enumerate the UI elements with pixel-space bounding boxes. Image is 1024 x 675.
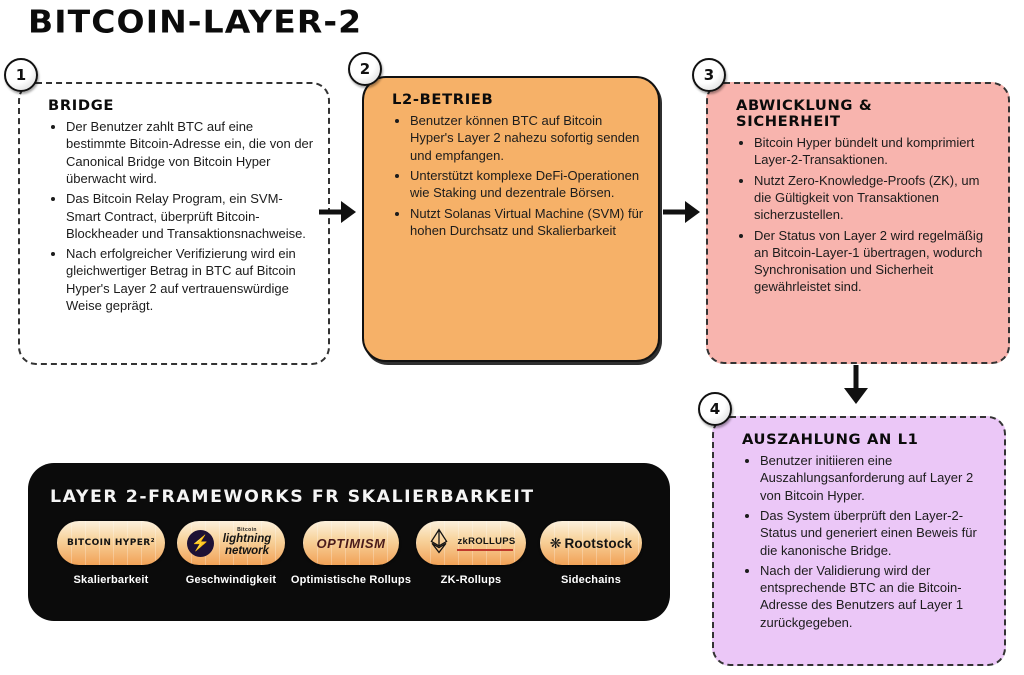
step-bullet-list	[738, 134, 994, 296]
step-number-badge	[348, 52, 382, 86]
step-bullet-list	[744, 452, 990, 631]
bullet-item: • Nach der Validierung wird der entsprechende BTC an die Bitcoin-Adresse des Benutzers auf Layer 1 zurückgegeben.	[760, 562, 990, 631]
step-number-badge	[692, 58, 726, 92]
step-number: 1	[15, 66, 27, 84]
step-number-badge	[698, 392, 732, 426]
step-box-l2-betrieb	[359, 60, 660, 362]
step-heading: L2-BETRIEB	[392, 92, 494, 108]
rootstock-icon: ❋	[549, 535, 562, 551]
bitcoin-hyper-logo	[57, 521, 165, 565]
bullet-item: • Benutzer können BTC auf Bitcoin Hyper's Layer 2 nahezu sofortig senden und empfangen.	[410, 112, 644, 164]
frameworks-title: LAYER 2-FRAMEWORKS FR SKALIERBARKEIT	[50, 487, 535, 507]
step-bullet-list	[50, 118, 314, 314]
framework-label: Sidechains	[560, 574, 622, 586]
framework-item-optimism	[292, 521, 410, 586]
optimism-logo	[303, 521, 399, 565]
bullet-item: • Nach erfolgreicher Verifizierung wird ein gleichwertiger Betrag in BTC auf Bitcoin Hyper's Layer 2 auf vertrauenswürdige Weise geprägt.	[66, 245, 314, 314]
step-number: 3	[703, 66, 715, 84]
framework-item-rootstock	[532, 521, 650, 586]
rootstock-logo	[540, 521, 643, 565]
framework-label: ZK-Rollups	[440, 574, 502, 586]
arrow-down-icon	[839, 364, 873, 409]
step-heading: ABWICKLUNG & SICHERHEIT	[736, 98, 873, 131]
bullet-item: • Das System überprüft den Layer-2-Status und generiert einen Beweis für die kanonische Bridge.	[760, 507, 990, 559]
page-title: BITCOIN-LAYER-2	[28, 4, 363, 41]
bullet-item: • Der Status von Layer 2 wird regelmäßig an Bitcoin-Layer-1 übertragen, wodurch Synchronisation und Sicherheit gewährleistet sind.	[754, 227, 994, 296]
step-heading: BRIDGE	[48, 98, 115, 114]
bullet-item: • Nutzt Zero-Knowledge-Proofs (ZK), um die Gültigkeit von Transaktionen sicherzustellen.	[754, 172, 994, 224]
framework-label: Skalierbarkeit	[73, 574, 149, 586]
framework-item-bitcoin-hyper	[52, 521, 170, 586]
optimism-logo-text: OPTIMISM	[316, 535, 386, 551]
zkrollups-logo	[416, 521, 525, 565]
lightning-brand-small: Bitcoin	[237, 527, 257, 534]
lightning-network-logo-text: Bitcoin lightning network	[219, 528, 275, 558]
bullet-item: • Der Benutzer zahlt BTC auf eine bestimmte Bitcoin-Adresse ein, die von der Canonical Bridge von Bitcoin Hyper überwacht wird.	[66, 118, 314, 187]
step-number: 2	[359, 60, 371, 78]
bitcoin-hyper-logo-text: BITCOIN HYPER²	[67, 538, 155, 548]
step-box-bridge	[15, 66, 330, 365]
step-box-abwicklung-sicherheit	[703, 66, 1010, 364]
lightning-bolt-icon: ⚡	[187, 530, 214, 557]
arrow-right-icon	[662, 196, 700, 233]
bullet-item: • Bitcoin Hyper bündelt und komprimiert Layer-2-Transaktionen.	[754, 134, 994, 169]
frameworks-logo-row	[50, 521, 652, 586]
step-box-auszahlung-l1	[709, 400, 1006, 666]
rootstock-logo-text: Rootstock	[564, 535, 633, 551]
arrow-right-icon	[318, 196, 356, 233]
zkrollups-logo-text: zkROLLUPS	[457, 536, 515, 551]
step-number: 4	[709, 400, 721, 418]
step-number-badge	[4, 58, 38, 92]
step-bullet-list	[394, 112, 644, 239]
step-heading: AUSZAHLUNG AN L1	[742, 432, 919, 448]
lightning-network-logo	[177, 521, 285, 565]
bullet-item: • Benutzer initiieren eine Auszahlungsanforderung auf Layer 2 von Bitcoin Hyper.	[760, 452, 990, 504]
bullet-item: • Das Bitcoin Relay Program, ein SVM-Smart Contract, überprüft Bitcoin-Blockheader und Transaktionsnachweise.	[66, 190, 314, 242]
zkrollups-tagline-bar	[457, 549, 513, 551]
framework-label: Geschwindigkeit	[185, 574, 277, 586]
ethereum-diamond-icon	[426, 528, 452, 559]
frameworks-panel	[28, 463, 670, 621]
framework-item-zkrollups	[412, 521, 530, 586]
bullet-item: • Nutzt Solanas Virtual Machine (SVM) für hohen Durchsatz und Skalierbarkeit	[410, 205, 644, 240]
bullet-item: • Unterstützt komplexe DeFi-Operationen wie Staking und dezentrale Börsen.	[410, 167, 644, 202]
framework-label: Optimistische Rollups	[290, 574, 412, 586]
framework-item-lightning-network	[172, 521, 290, 586]
